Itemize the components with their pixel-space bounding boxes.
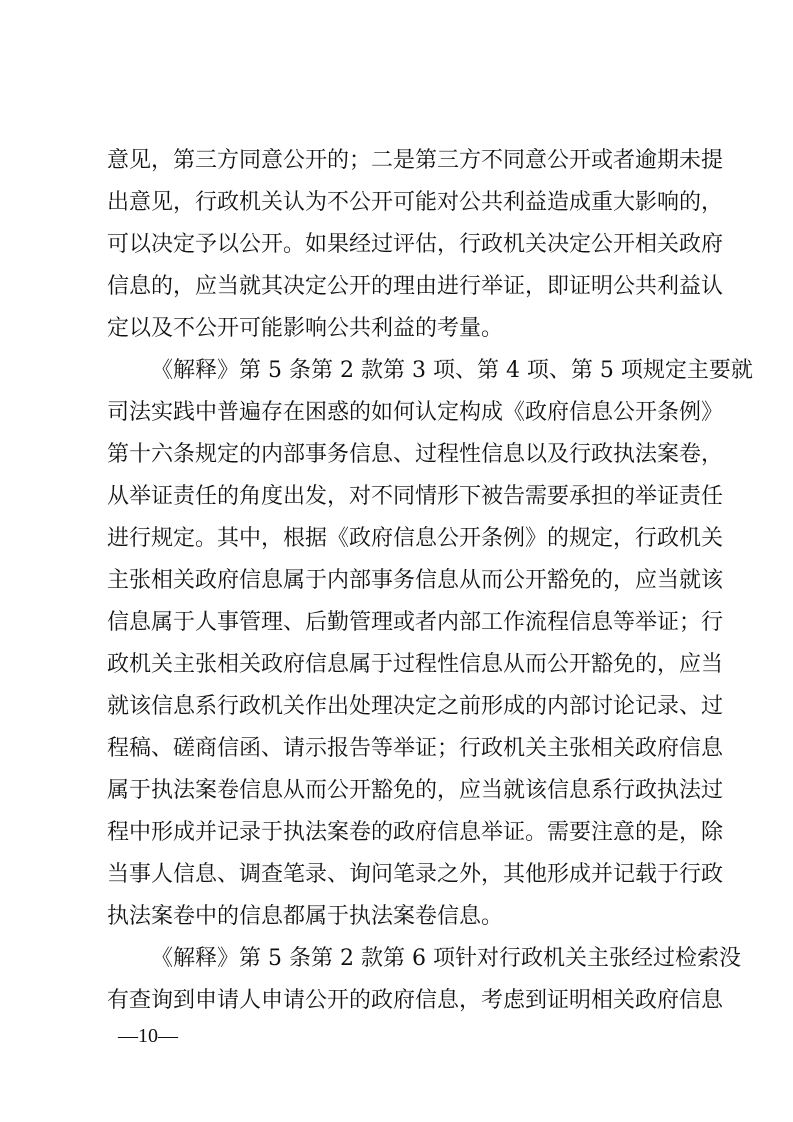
paragraph-3-line-2: 有查询到申请人申请公开的政府信息，考虑到证明相关政府信息 [107,988,724,1013]
paragraph-1-line-5: 定以及不公开可能影响公共利益的考量。 [107,316,504,341]
paragraph-2-line-6: 主张相关政府信息属于内部事务信息从而公开豁免的，应当就该 [107,568,724,593]
paragraph-1-line-4: 信息的，应当就其决定公开的理由进行举证，即证明公共利益认 [107,274,724,299]
paragraph-2-line-10: 程稿、磋商信函、请示报告等举证；行政机关主张相关政府信息 [107,736,724,761]
page-number: —10— [118,1025,178,1047]
paragraph-2-line-11: 属于执法案卷信息从而公开豁免的，应当就该信息系行政执法过 [107,778,724,803]
paragraph-1-line-2: 出意见，行政机关认为不公开可能对公共利益造成重大影响的， [107,190,724,215]
paragraph-1-line-1: 意见，第三方同意公开的；二是第三方不同意公开或者逾期未提 [107,148,724,173]
paragraph-2-line-8: 政机关主张相关政府信息属于过程性信息从而公开豁免的，应当 [107,652,724,677]
paragraph-2-line-13: 当事人信息、调查笔录、询问笔录之外，其他形成并记载于行政 [107,862,724,887]
paragraph-2-line-9: 就该信息系行政机关作出处理决定之前形成的内部讨论记录、过 [107,694,724,719]
paragraph-2-line-12: 程中形成并记录于执法案卷的政府信息举证。需要注意的是，除 [107,820,724,845]
paragraph-2-line-14: 执法案卷中的信息都属于执法案卷信息。 [107,904,504,929]
paragraph-2-line-3: 第十六条规定的内部事务信息、过程性信息以及行政执法案卷， [107,442,724,467]
paragraph-2-line-7: 信息属于人事管理、后勤管理或者内部工作流程信息等举证；行 [107,610,724,635]
paragraph-1-line-3: 可以决定予以公开。如果经过评估，行政机关决定公开相关政府 [107,232,724,257]
paragraph-2-line-5: 进行规定。其中，根据《政府信息公开条例》的规定，行政机关 [107,526,724,551]
paragraph-3-line-1: 《解释》第 5 条第 2 款第 6 项针对行政机关主张经过检索没 [151,946,741,971]
paragraph-2-line-2: 司法实践中普遍存在困惑的如何认定构成《政府信息公开条例》 [107,400,724,425]
paragraph-2-line-1: 《解释》第 5 条第 2 款第 3 项、第 4 项、第 5 项规定主要就 [151,358,753,383]
paragraph-2-line-4: 从举证责任的角度出发，对不同情形下被告需要承担的举证责任 [107,484,724,509]
